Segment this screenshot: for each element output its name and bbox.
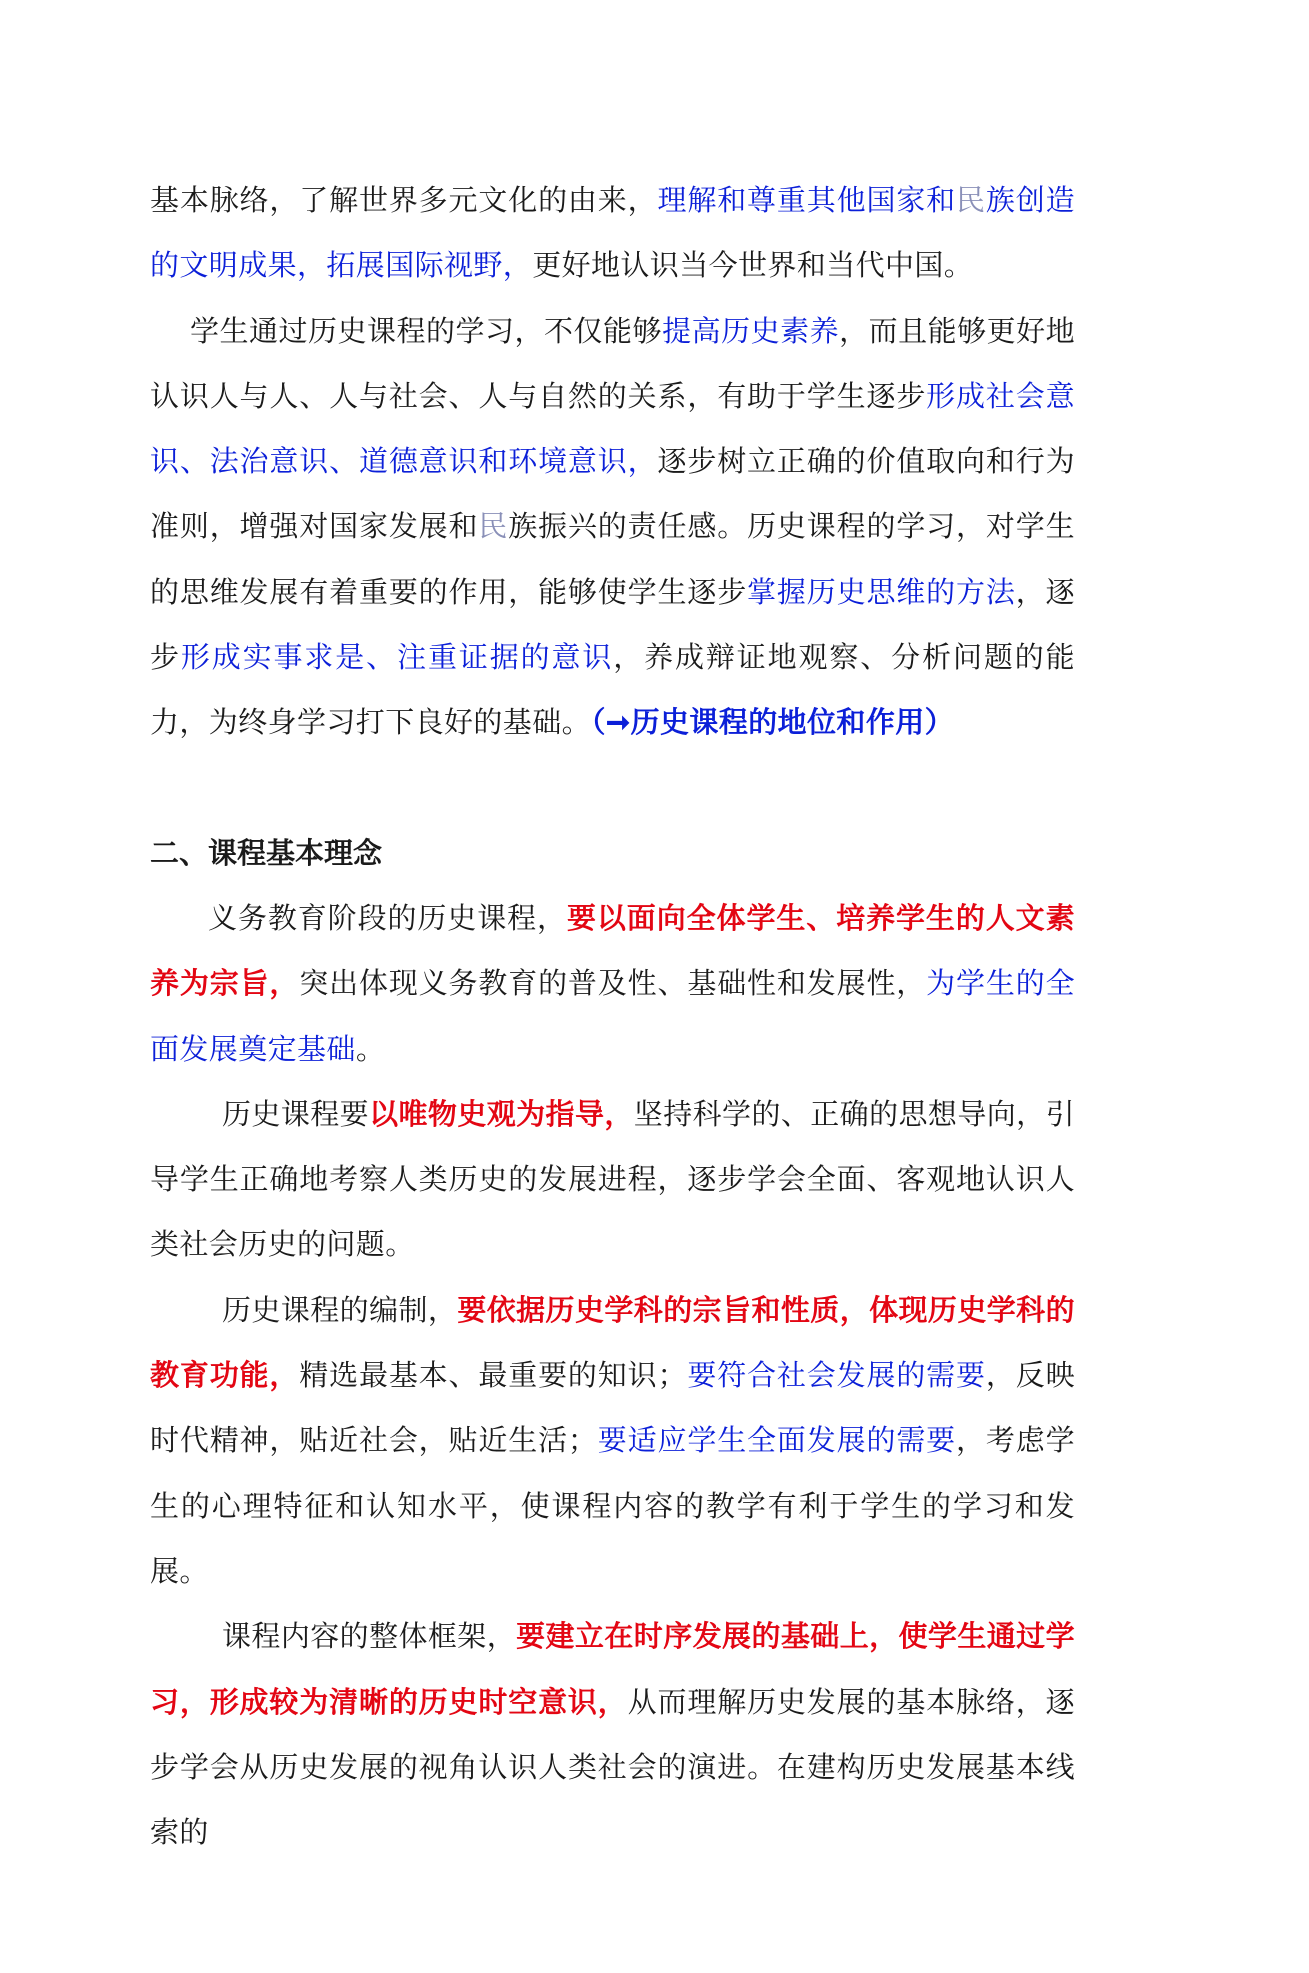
blank-line — [150, 756, 1075, 821]
highlight-red: 要建立在时序发展的基础上，使学生通过学习，形成较为清晰的历史时空意识， — [150, 1619, 1075, 1719]
text-span: 学生通过历史课程的学习，不仅能够 — [190, 313, 663, 348]
text-span: 坚持科学的、正确的思想导向，引导学生正确地考察人类历史的发展进程，逐步学会全面、客观地认识人类社会历史的问题。 — [150, 1096, 1075, 1262]
text-span: ，养成辩证地观察、分析问题的能力，为终身学习打下良好的基础。 — [150, 640, 1075, 740]
text-span: 从而理解历史发展的基本脉络，逐步学会从历史发展的视角认识人类社会的演进。在建构历史发展基本线索的 — [150, 1684, 1075, 1850]
text-span: 历史课程的编制， — [222, 1292, 458, 1327]
highlight-blue: 形成实事求是、注重证据的意识 — [180, 640, 614, 675]
section-heading: 二、课程基本理念 — [150, 835, 383, 870]
highlight-blue: 为学生的全面发展奠定基础 — [150, 966, 1075, 1066]
text-span: ，逐步 — [150, 574, 1075, 675]
cross-reference: （➞历史课程的地位和作用） — [591, 705, 955, 740]
paragraph-3 — [150, 886, 1075, 1082]
highlight-blue: 要符合社会发展的需要 — [686, 1358, 986, 1393]
faded-character: 民 — [478, 509, 509, 544]
text-span: 突出体现义务教育的普及性、基础性和发展性， — [299, 966, 927, 1001]
text-span: 更好地认识当今世界和当代中国。 — [532, 248, 974, 283]
text-span: ，而且能够更好地认识人与人、人与社会、人与自然的关系，有助于学生逐步 — [150, 313, 1076, 413]
highlight-blue: 族创造的文明成果，拓展国际视野， — [150, 183, 1075, 283]
text-span: 课程内容的整体框架， — [222, 1619, 517, 1654]
text-span: 。 — [355, 1031, 386, 1066]
highlight-red: 要依据历史学科的宗旨和性质，体现历史学科的教育功能， — [150, 1292, 1075, 1393]
document-page — [150, 168, 1075, 1865]
paragraph-1 — [150, 168, 1075, 299]
paragraph-6 — [150, 1604, 1075, 1865]
text-span: 精选最基本、最重要的知识； — [299, 1358, 687, 1393]
highlight-blue: 提高历史素养 — [662, 313, 840, 348]
highlight-blue: 要适应学生全面发展的需要 — [597, 1423, 957, 1458]
faded-character: 民 — [956, 183, 986, 217]
paragraph-5 — [150, 1278, 1075, 1604]
text-span: 历史课程要 — [222, 1096, 370, 1131]
text-span: 逐步树立正确的价值取向和行为准则，增强对国家发展和 — [150, 444, 1075, 544]
text-span: ，反映时代精神，贴近社会，贴近生活； — [150, 1358, 1075, 1458]
highlight-red: 要以面向全体学生、培养学生的人文素养为宗旨， — [150, 900, 1075, 1001]
highlight-blue: 形成社会意识、法治意识、道德意识和环境意识， — [150, 378, 1075, 479]
paragraph-4 — [150, 1082, 1075, 1278]
highlight-blue: 理解和尊重其他国家和 — [657, 183, 957, 217]
highlight-red: 以唯物史观为指导， — [369, 1096, 634, 1131]
text-span: 族振兴的责任感。历史课程的学习，对学生的思维发展有着重要的作用，能够使学生逐步 — [150, 509, 1075, 609]
text-span: ，考虑学生的心理特征和认知水平，使课程内容的教学有利于学生的学习和发展。 — [150, 1423, 1075, 1588]
highlight-blue: 掌握历史思维的方法 — [747, 574, 1016, 609]
text-span: 基本脉络，了解世界多元文化的由来， — [150, 183, 658, 217]
text-span: 义务教育阶段的历史课程， — [208, 900, 567, 935]
paragraph-2 — [150, 299, 1075, 756]
